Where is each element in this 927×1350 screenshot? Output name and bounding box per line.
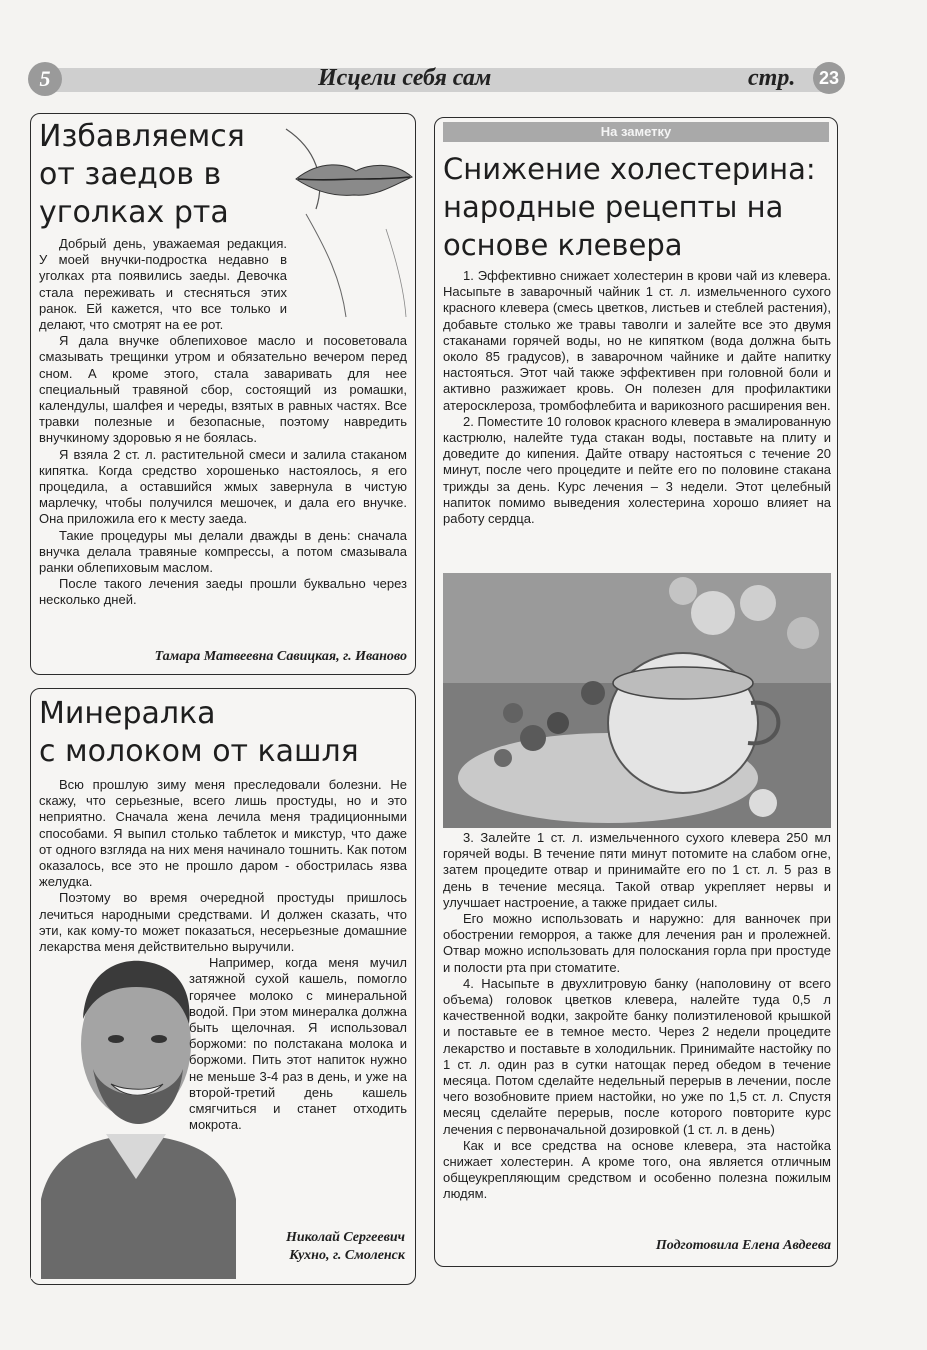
section-tag-text: На заметку	[600, 124, 672, 139]
article1-paragraph: Я дала внучке облепиховое масло и посоветовала смазывать трещинки утром и обязательно вечером перед сном. А кроме этого, стала заваривать для нее специальный травяной сбор, состоящий из ромашки, календулы, шалфея и череды, взятых в равных частях. Все травки полезные и безопасные, поэтому навредить внучкиному здоровью я не боялась.	[39, 333, 407, 446]
article1-title	[39, 118, 245, 232]
article3-paragraph: 2. Поместите 10 головок красного клевера в эмалированную кастрюлю, налейте туда стакан воды, поставьте на плиту и доведите до кипения. Дайте отвару настояться с течение 20 минут, после чего процедите и пейте его по половине стакана трижды за день. Курс лечения – 3 недели. Этот целебный напиток помимо выведения холестерина хорошо влияет на работу сердца.	[443, 413, 831, 527]
article1-paragraph: Я взяла 2 ст. л. растительной смеси и залила стаканом кипятка. Когда средство хорошенько настоялось, я его процедила, а оставшийся жмых завернула в чистую марлечку, чтобы получился мешочек, и дала его внучке. Она приложила его к месту заеда.	[39, 446, 407, 527]
article2-signature-line: Кухно, г. Смоленск	[289, 1248, 405, 1263]
article1-body	[39, 236, 407, 609]
article-mineral-water	[30, 688, 416, 1285]
article1-paragraph: Такие процедуры мы делали дважды в день: сначала внучка делала травяные компрессы, а потом смазывала ранки облепиховым маслом.	[39, 527, 407, 576]
article3-paragraph: 1. Эффективно снижает холестерин в крови чай из клевера. Насыпьте в заварочный чайник 1 ст. л. измельченного сухого красного клевера (смесь цветков, листьев и стеблей растения), добавьте столько же травы таволги и залейте все это двумя стаканами горячей воды, но не кипятком (вода должна быть около 85 градусов), в заварочном чайнике и дайте напитку настояться. Этот чай также эффективен при головной боли и активно разжижает кровь. Он полезен для профилактики атеросклероза, тромбофлебита и варикозного расширения вен.	[443, 268, 831, 413]
page-label: стр.	[748, 65, 796, 91]
article3-body-bottom	[443, 830, 831, 1203]
article3-body-top	[443, 268, 831, 527]
article3-title	[443, 150, 816, 264]
article3-title-line: народные рецепты на	[443, 190, 784, 224]
section-tag	[443, 122, 829, 142]
article2-signature-line: Николай Сергеевич	[286, 1230, 405, 1245]
article2-paragraph	[39, 890, 407, 955]
right-page-number: 23	[813, 62, 845, 94]
article2-title	[39, 695, 359, 771]
article1-title-line: от заедов в	[39, 157, 222, 192]
article2-title-line: Минералка	[39, 696, 216, 731]
article1-title-line: Избавляемся	[39, 119, 245, 154]
article3-title-line: основе клевера	[443, 228, 683, 262]
page-header	[28, 62, 843, 100]
article1-signature: Тамара Матвеевна Савицкая, г. Иваново	[154, 649, 407, 664]
article2-title-line: с молоком от кашля	[39, 734, 359, 769]
left-page-number: 5	[28, 62, 62, 96]
article-cracked-lips	[30, 113, 416, 675]
article3-paragraph: Как и все средства на основе клевера, эта настойка снижает холестерин. А кроме того, она является отличным общеукрепляющим средством и особенно полезна пожилым людям.	[443, 1137, 831, 1202]
article3-signature: Подготовила Елена Авдеева	[655, 1238, 831, 1253]
article3-paragraph: 4. Насыпьте в двухлитровую банку (наполовину от всего объема) головок цветков клевера, налейте туда 0,5 л качественной водки, закройте банку полиэтиленовой крышкой и поставьте ее в темное место. Через 2 недели процедите лекарство и поставьте в холодильник. Принимайте настойку по 1 ст. л. один раз в сутки натощак перед обедом в течение месяца. Потом сделайте недельный перерыв в лечении, после чего возобновите прием настойки, но уже по 1,5 ст. л. Спустя месяц сделайте перерыв, после которого повторите курс лечения с первоначальной дозировкой (1 ст. л. в день)	[443, 975, 831, 1137]
article3-paragraph: 3. Залейте 1 ст. л. измельченного сухого клевера 250 мл горячей воды. В течение пяти минут потомите на слабом огне, затем процедите отвар и принимайте его по 1 ст. л. 5 раз в день в течение месяца. Такой отвар укрепляет нервы и улучшает настроение, а также придает силы.	[443, 830, 831, 910]
article2-body	[39, 777, 407, 1133]
article3-title-line: Снижение холестерина:	[443, 152, 816, 186]
article1-paragraph: Добрый день, уважаемая редакция. У моей внучки-подростка недавно в уголках рта появились заеды. Девочка стала переживать и стесняться этих ранок. Ей кажется, что все только и делают, что смотрят на ее рот.	[39, 236, 287, 333]
article1-paragraph: После такого лечения заеды прошли буквально через несколько дней.	[39, 576, 407, 608]
article1-title-line: уголках рта	[39, 195, 229, 230]
article2-paragraph-text: Поэтому во время очередной простуды пришлось лечиться народными средствами. И должен сказать, что эти, как кому-то может показаться, несерьезные домашние лекарства меня действительно выручили.	[39, 890, 407, 955]
article-clover-recipes	[434, 117, 838, 1267]
article2-paragraph: Всю прошлую зиму меня преследовали болезни. Не скажу, что серьезные, всего лишь простуды, но и это неприятно. Сначала жена лечила меня традиционными способами. Я выпил столько таблеток и микстур, что даже от одного взгляда на них меня начинало тошнить. Как потом оказалось, все это не прошло даром - обострилась язва желудка.	[39, 777, 407, 890]
article3-paragraph: Его можно использовать и наружно: для ванночек при обострении геморроя, а также для лечения ран и пролежней. Отвар можно использовать для полоскания горла при простуде и полости рта при стоматите.	[443, 911, 831, 975]
section-title: Исцели себя сам	[318, 65, 492, 91]
clover-tea-photo	[443, 573, 831, 828]
article2-signature	[286, 1229, 405, 1265]
article2-paragraph: Например, когда меня мучил затяжной сухой кашель, помогло горячее молоко с минеральной водой. При этом минералка должна быть щелочная. Я использовал боржоми: по полстакана молока и боржоми. Пить этот напиток нужно не меньше 3-4 раз в день, и уже на второй-третий день кашель смягчиться и станет отходить мокрота.	[189, 955, 407, 1133]
